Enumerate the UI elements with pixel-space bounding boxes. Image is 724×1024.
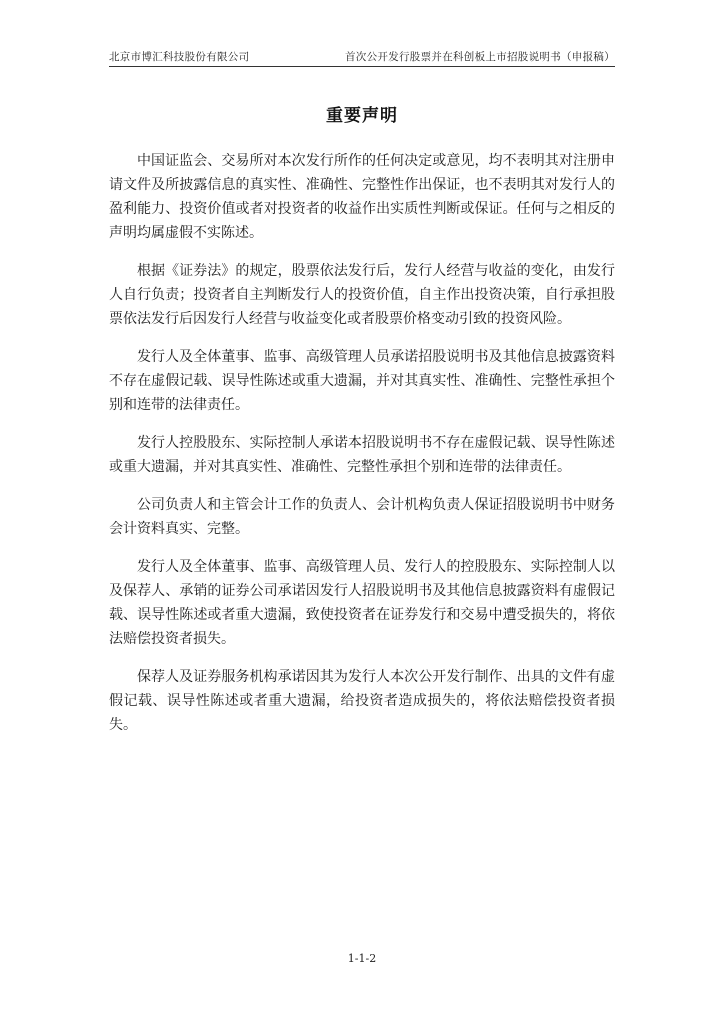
header-company-name: 北京市博汇科技股份有限公司 xyxy=(109,51,250,63)
paragraph-4: 发行人控股股东、实际控制人承诺本招股说明书不存在虚假记载、误导性陈述或重大遗漏，并对其真实性、准确性、完整性承担个别和连带的法律责任。 xyxy=(109,435,615,475)
page-title: 重要声明 xyxy=(326,106,398,126)
paragraph-5: 公司负责人和主管会计工作的负责人、会计机构负责人保证招股说明书中财务会计资料真实、完整。 xyxy=(109,497,615,537)
page-header xyxy=(109,48,615,67)
header-document-title: 首次公开发行股票并在科创板上市招股说明书（申报稿） xyxy=(345,51,615,63)
paragraph-2: 根据《证券法》的规定，股票依法发行后，发行人经营与收益的变化，由发行人自行负责；投资者自主判断发行人的投资价值，自主作出投资决策，自行承担股票依法发行后因发行人经营与收益变化或者股票价格变动引致的投资风险。 xyxy=(109,263,615,327)
declaration-body xyxy=(109,149,615,751)
paragraph-1: 中国证监会、交易所对本次发行所作的任何决定或意见，均不表明其对注册申请文件及所披露信息的真实性、准确性、完整性作出保证，也不表明其对发行人的盈利能力、投资价值或者对投资者的收益作出实质性判断或保证。任何与之相反的声明均属虚假不实陈述。 xyxy=(109,153,615,241)
paragraph-3: 发行人及全体董事、监事、高级管理人员承诺招股说明书及其他信息披露资料不存在虚假记载、误导性陈述或重大遗漏，并对其真实性、准确性、完整性承担个别和连带的法律责任。 xyxy=(109,349,615,413)
paragraph-6: 发行人及全体董事、监事、高级管理人员、发行人的控股股东、实际控制人以及保荐人、承销的证券公司承诺因发行人招股说明书及其他信息披露资料有虚假记载、误导性陈述或者重大遗漏，致使投资者在证券发行和交易中遭受损失的，将依法赔偿投资者损失。 xyxy=(109,559,615,647)
paragraph-7: 保荐人及证券服务机构承诺因其为发行人本次公开发行制作、出具的文件有虚假记载、误导性陈述或者重大遗漏，给投资者造成损失的，将依法赔偿投资者损失。 xyxy=(109,669,615,733)
page-number: 1-1-2 xyxy=(347,952,377,965)
